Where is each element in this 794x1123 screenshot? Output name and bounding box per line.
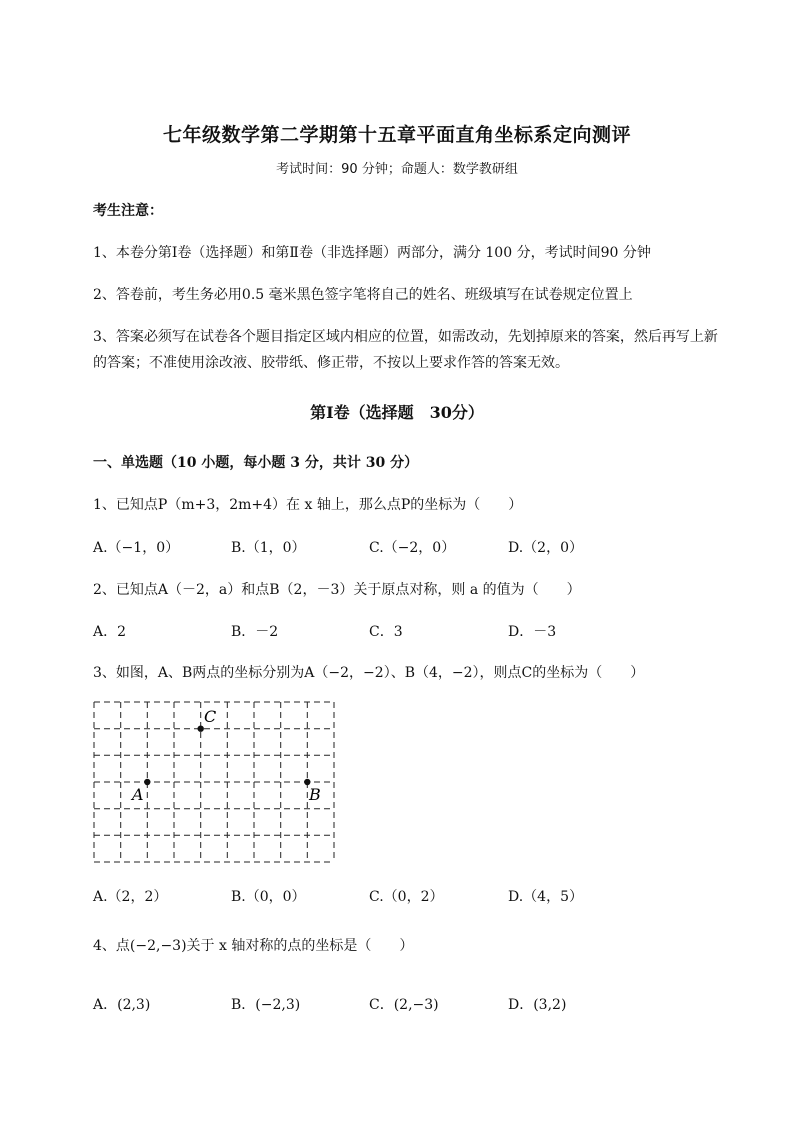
label-b: B (309, 785, 321, 804)
notice-item-2: 2、答卷前，考生务必用0.5 毫米黑色签字笔将自己的姓名、班级填写在试卷规定位置上 (93, 287, 633, 303)
notice-item-3: 3、答案必须写在试卷各个题目指定区域内相应的位置，如需改动，先划掉原来的答案，然后再写上新 (93, 329, 718, 345)
question-2-option-d[interactable]: D．－3 (508, 624, 557, 640)
point-a (144, 779, 150, 785)
section-title: 第Ⅰ卷（选择题 30分） (310, 403, 484, 422)
question-1-option-b[interactable]: B.（1，0） (231, 540, 306, 556)
question-1-option-a[interactable]: A.（−1，0） (93, 540, 180, 556)
question-2-option-c[interactable]: C．3 (369, 624, 403, 640)
question-4-option-a[interactable]: A．(2,3) (93, 997, 151, 1013)
part-heading: 一、单选题（10 小题，每小题 3 分，共计 30 分） (93, 455, 419, 471)
question-1-stem: 1、已知点P（m+3，2m+4）在 x 轴上，那么点P的坐标为（ ） (93, 497, 523, 513)
page-title: 七年级数学第二学期第十五章平面直角坐标系定向测评 (162, 124, 631, 146)
question-3-option-a[interactable]: A.（2，2） (93, 889, 168, 905)
question-1-option-d[interactable]: D.（2，0） (508, 540, 583, 556)
question-2-option-b[interactable]: B．－2 (231, 624, 279, 640)
question-4-stem: 4、点(−2,−3)关于 x 轴对称的点的坐标是（ ） (93, 938, 414, 954)
question-3-option-b[interactable]: B.（0，0） (231, 889, 306, 905)
question-3-option-d[interactable]: D.（4，5） (508, 889, 583, 905)
question-2-option-a[interactable]: A．2 (93, 624, 127, 640)
question-2-stem: 2、已知点A（－2，a）和点B（2，－3）关于原点对称，则 a 的值为（ ） (93, 582, 581, 598)
question-4-option-d[interactable]: D．(3,2) (508, 997, 567, 1013)
question-4-option-b[interactable]: B．(−2,3) (231, 997, 301, 1013)
notice-heading: 考生注意： (93, 203, 163, 219)
question-1-option-c[interactable]: C.（−2，0） (369, 540, 456, 556)
question-3-option-c[interactable]: C.（0，2） (369, 889, 444, 905)
label-c: C (204, 707, 217, 726)
question-3-grid-figure (90, 698, 340, 868)
grid-lines (94, 702, 334, 862)
notice-item-3-cont: 的答案；不准使用涂改液、胶带纸、修正带，不按以上要求作答的答案无效。 (93, 355, 569, 371)
exam-info: 考试时间：90 分钟；命题人：数学教研组 (276, 162, 518, 177)
question-3-stem: 3、如图，A、B两点的坐标分别为A（−2，−2）、B（4，−2），则点C的坐标为（ ） (93, 665, 645, 681)
point-c (198, 726, 204, 732)
notice-item-1: 1、本卷分第Ⅰ卷（选择题）和第Ⅱ卷（非选择题）两部分，满分 100 分，考试时间90 分钟 (93, 245, 651, 261)
question-4-option-c[interactable]: C．(2,−3) (369, 997, 439, 1013)
label-a: A (132, 785, 144, 804)
